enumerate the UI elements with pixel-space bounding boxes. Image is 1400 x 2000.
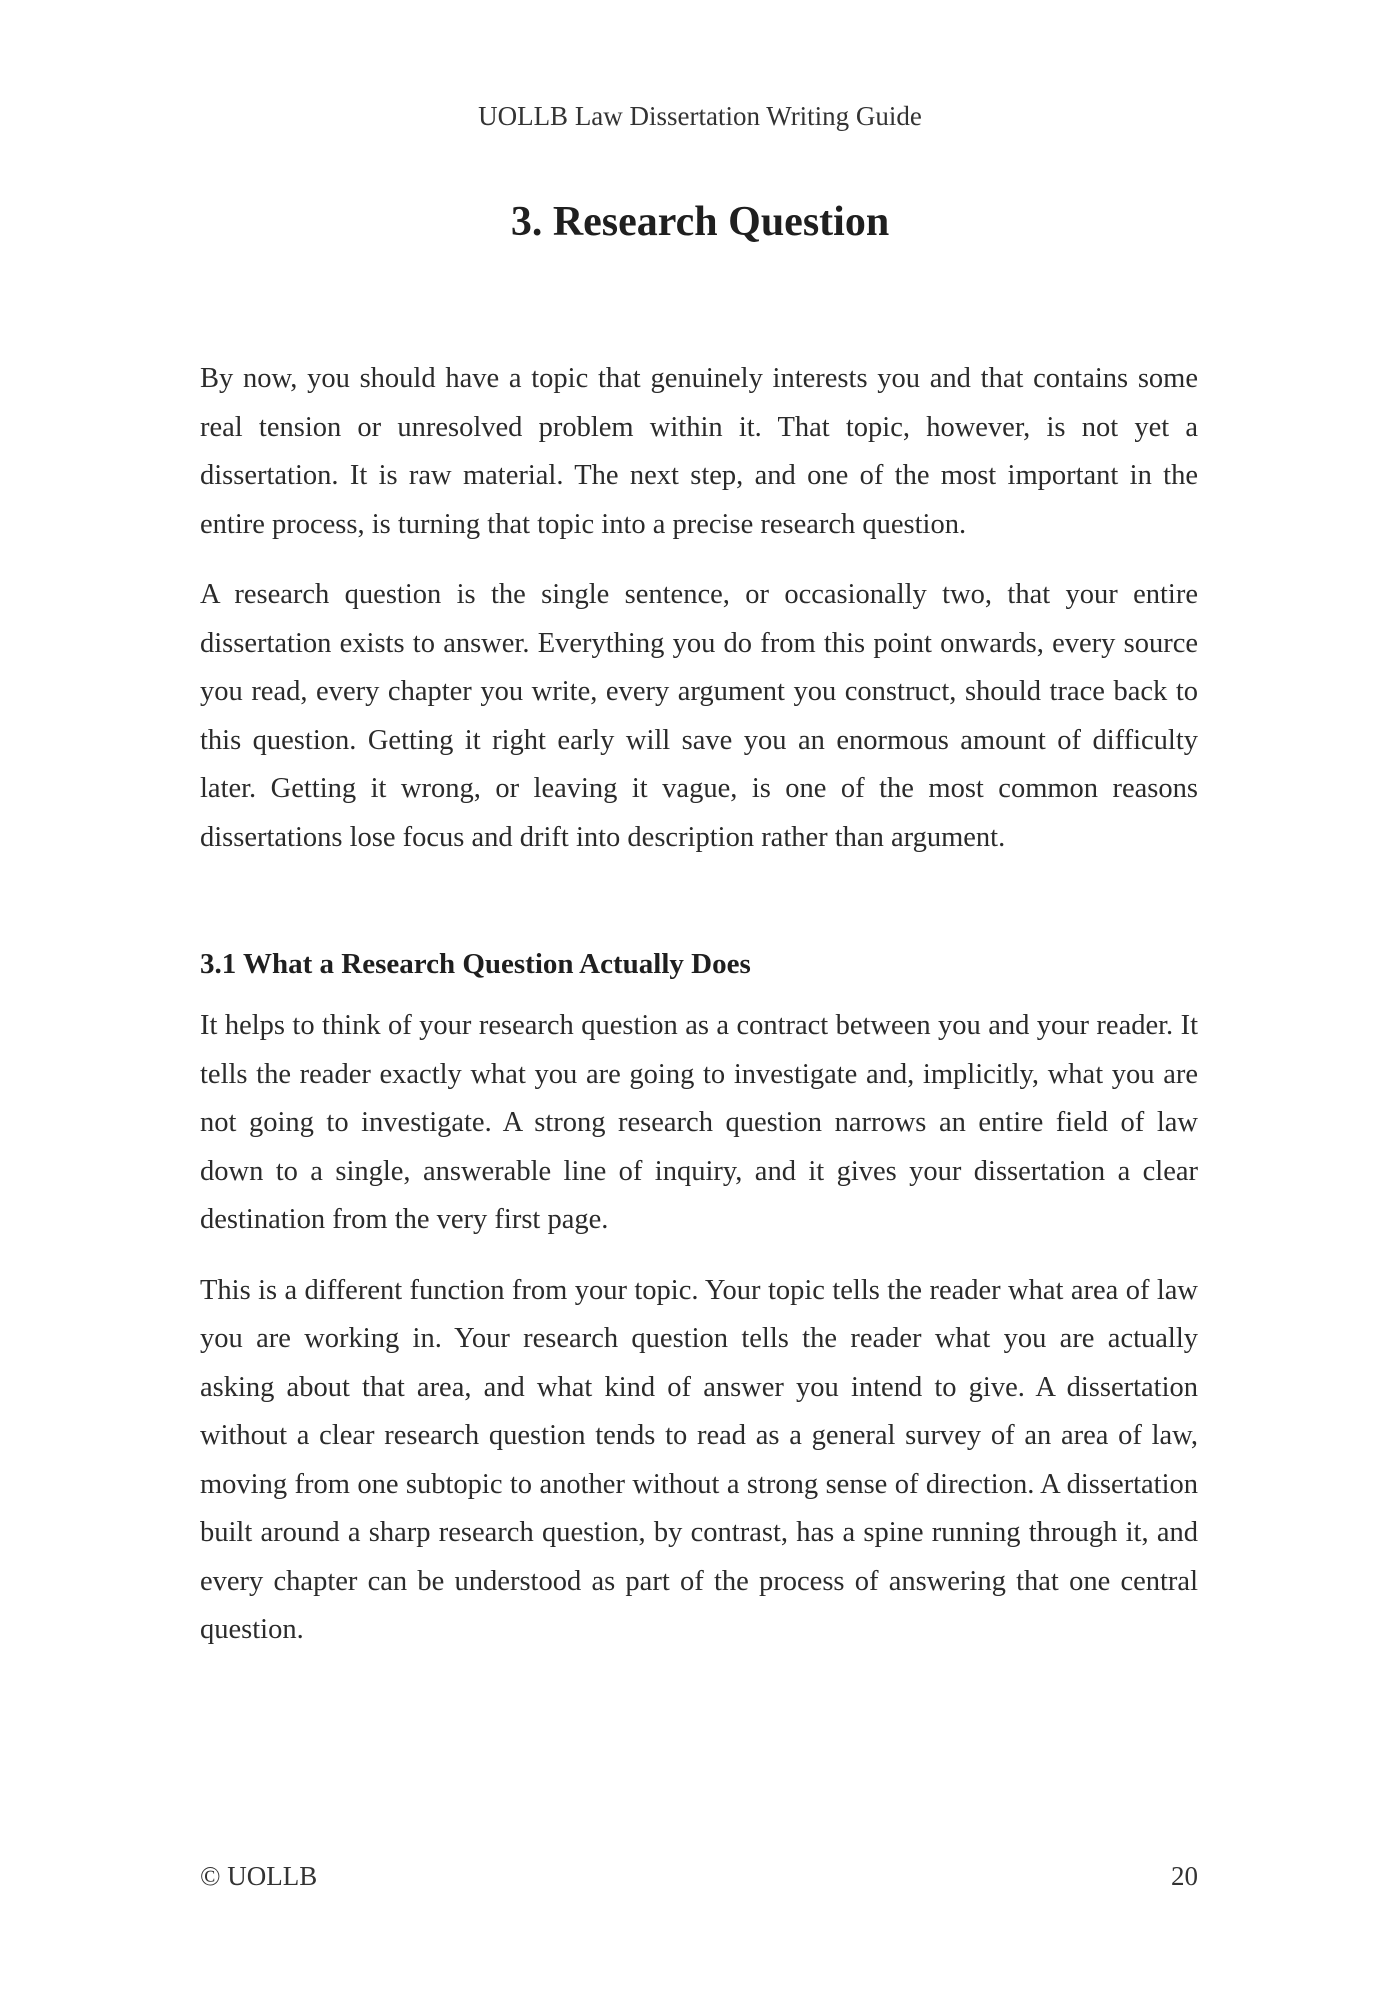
page-content — [200, 355, 1198, 1677]
page-number: 20 — [1171, 1861, 1198, 1891]
section-3-1-paragraph-2: This is a different function from your topic. Your topic tells the reader what area of law you are working in. Your research question tells the reader what you are actually asking about that area, and what kind of answer you intend to give. A dissertation without a clear research question tends to read as a general survey of an area of law, moving from one subtopic to another without a strong sense of direction. A dissertation built around a sharp research question, by contrast, has a spine running through it, and every chapter can be understood as part of the process of answering that one central question. — [200, 1274, 1198, 1645]
intro-paragraph-2: A research question is the single sentence, or occasionally two, that your entire dissertation exists to answer. Everything you do from this point onwards, every source you read, every chapter you write, every argument you construct, should trace back to this question. Getting it right early will save you an enormous amount of difficulty later. Getting it wrong, or leaving it vague, is one of the most common reasons dissertations lose focus and drift into description rather than argument. — [200, 579, 1198, 853]
running-header: UOLLB Law Dissertation Writing Guide — [478, 101, 922, 131]
chapter-title: 3. Research Question — [510, 199, 890, 245]
section-3-1-paragraph-1: It helps to think of your research question as a contract between you and your reader. It tells the reader exactly what you are going to investigate and, implicitly, what you are not going to investigate. A strong research question narrows an entire field of law down to a single, answerable line of inquiry, and it gives your dissertation a clear destination from the very first page. — [200, 1010, 1198, 1235]
section-heading-3-1: 3.1 What a Research Question Actually Does — [200, 948, 751, 980]
footer-copyright: © UOLLB — [200, 1861, 318, 1891]
intro-paragraph-1: By now, you should have a topic that genuinely interests you and that contains some real tension or unresolved problem within it. That topic, however, is not yet a dissertation. It is raw material. The next step, and one of the most important in the entire process, is turning that topic into a precise research question. — [200, 363, 1198, 540]
